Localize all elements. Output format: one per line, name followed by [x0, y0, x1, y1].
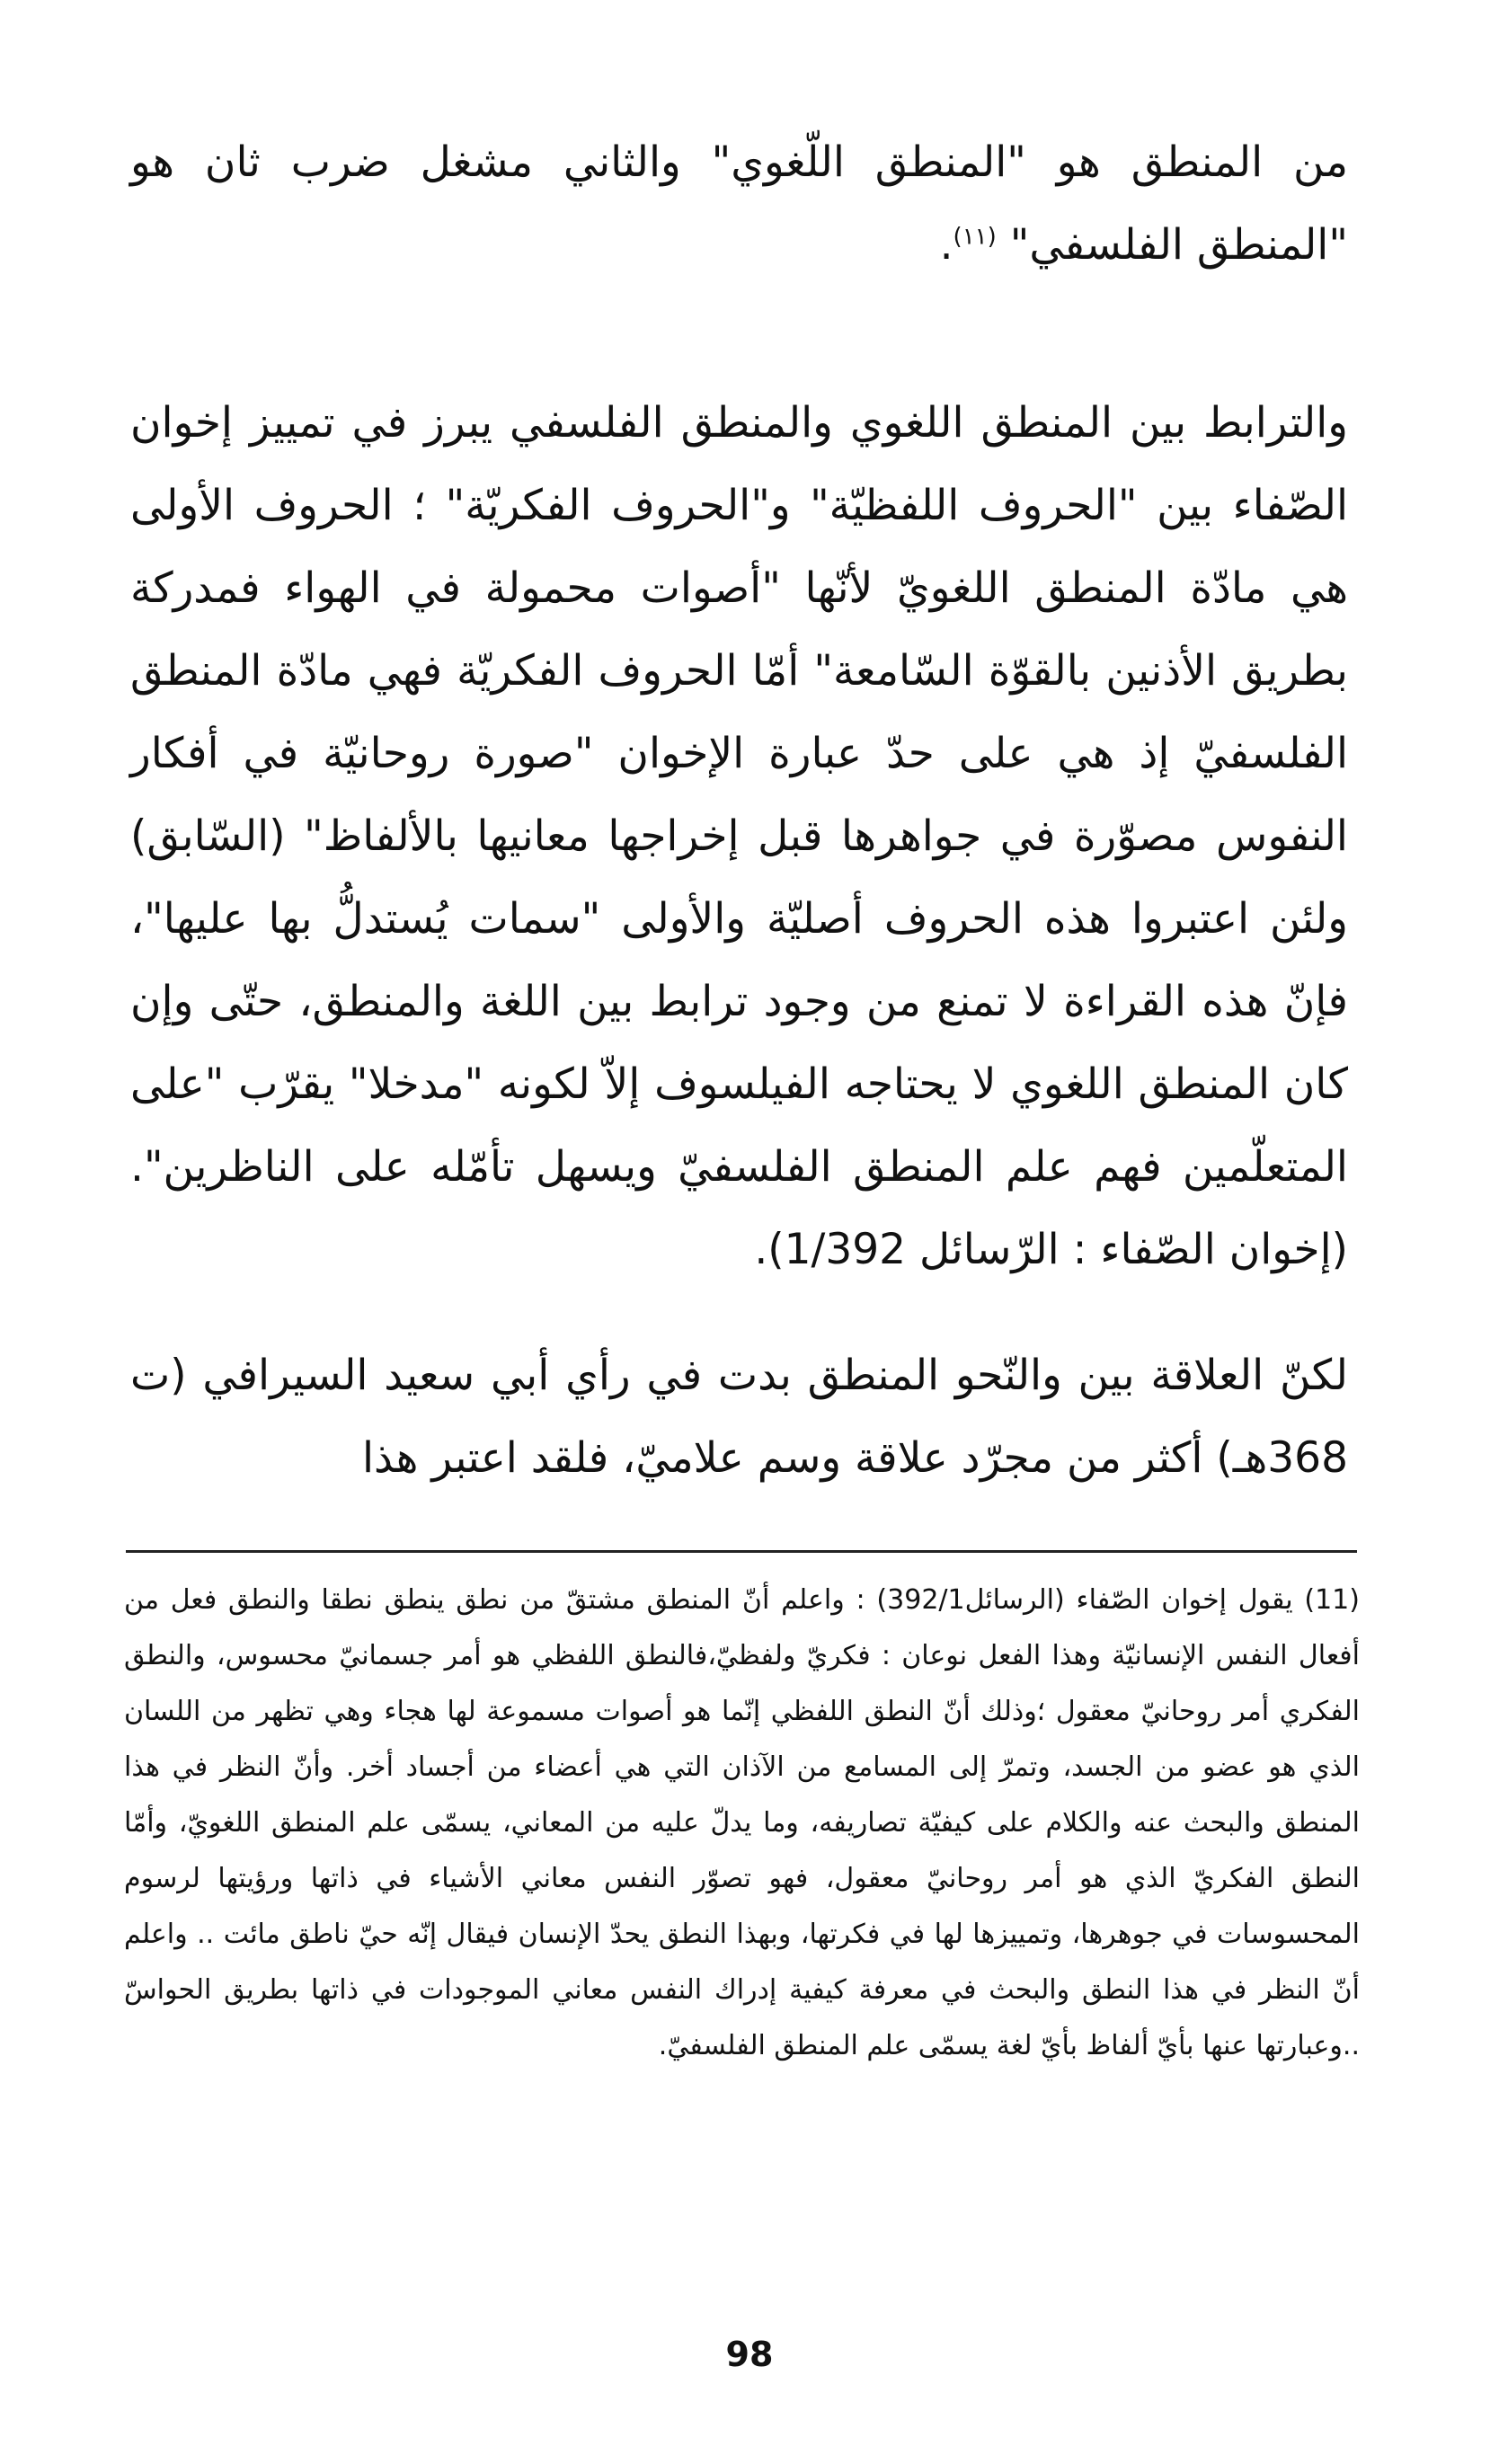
paragraph-3: لكنّ العلاقة بين والنّحو المنطق بدت في رأي أبي سعيد السيرافي (ت 368هـ) أكثر من مجرّد علاقة وسم علاميّ، فلقد اعتبر هذا: [130, 1351, 1348, 1483]
paragraph-1: [130, 121, 1348, 287]
page-number: 98: [725, 2335, 774, 2374]
paragraph-2: والترابط بين المنطق اللغوي والمنطق الفلسفي يبرز في تمييز إخوان الصّفاء بين "الحروف اللفظيّة" و"الحروف الفكريّة" ؛ الحروف الأولى هي مادّة المنطق اللغويّ لأنّها "أصوات محمولة في الهواء فمدركة بطريق الأذنين بالقوّة السّامعة" أمّا الحروف الفكريّة فهي مادّة المنطق الفلسفيّ إذ هي على حدّ عبارة الإخوان "صورة روحانيّة في أفكار النفوس مصوّرة في جواهرها قبل إخراجها معانيها بالألفاظ" (السّابق) ولئن اعتبروا هذه الحروف أصليّة والأولى "سمات يُستدلُّ بها عليها"، فإنّ هذه القراءة لا تمنع من وجود ترابط بين اللغة والمنطق، حتّى وإن كان المنطق اللغوي لا يحتاجه الفيلسوف إلاّ لكونه "مدخلا" يقرّب "على المتعلّمين فهم علم المنطق الفلسفيّ ويسهل تأمّله على الناظرين". (إخوان الصّفاء : الرّسائل 1/392).: [130, 398, 1348, 1274]
paragraph-1-text: من المنطق هو "المنطق اللّغوي" والثاني مشغل ضرب ثان هو "المنطق الفلسفي": [130, 137, 1348, 270]
paragraph-1-end: .: [939, 220, 954, 270]
footnote-reference: (١١): [953, 223, 997, 251]
footnote-11: (11) يقول إخوان الصّفاء (الرسائل392/1) : واعلم أنّ المنطق مشتقّ من نطق ينطق نطقا والنطق فعل من أفعال النفس الإنسانيّة وهذا الفعل نوعان : فكريّ ولفظيّ،فالنطق اللفظي هو أمر جسمانيّ محسوس، والنطق الفكري أمر روحانيّ معقول ؛وذلك أنّ النطق اللفظي إنّما هو أصوات مسموعة لها هجاء وهي تظهر من اللسان الذي هو عضو من الجسد، وتمرّ إلى المسامع من الآذان التي هي أعضاء من أجساد أخر. وأنّ النظر في هذا المنطق والبحث عنه والكلام على كيفيّة تصاريفه، وما يدلّ عليه من المعاني، يسمّى علم المنطق اللغويّ، وأمّا النطق الفكريّ الذي هو أمر روحانيّ معقول، فهو تصوّر النفس معاني الأشياء في ذاتها ورؤيتها لرسوم المحسوسات في جوهرها، وتمييزها لها في فكرتها، وبهذا النطق يحدّ الإنسان فيقال إنّه حيّ ناطق مائت .. واعلم أنّ النظر في هذا النطق والبحث في معرفة كيفية إدراك النفس معاني الموجودات في ذاتها بطريق الحواسّ ..وعبارتها عنها بأيّ ألفاظ بأيّ لغة يسمّى علم المنطق الفلسفيّ.: [124, 1584, 1360, 2061]
footnote-divider: [126, 1550, 1357, 1553]
